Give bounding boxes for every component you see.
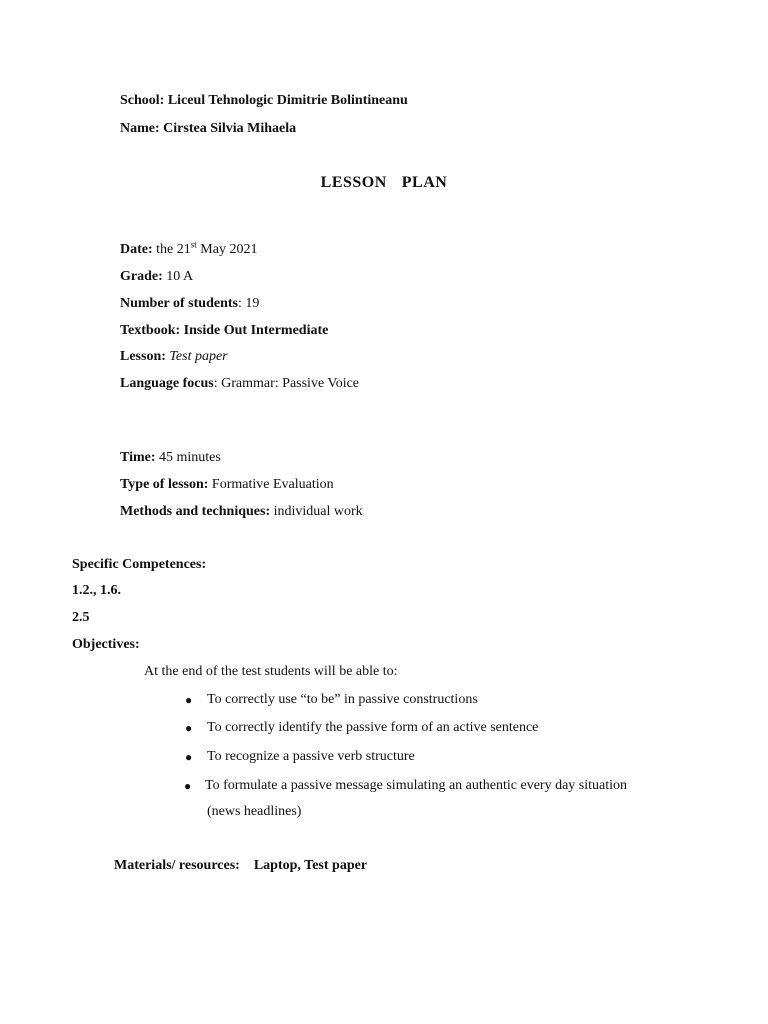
textbook-label: Textbook: [120, 323, 181, 338]
time-label: Time: [120, 450, 156, 465]
language-value: : Grammar: Passive Voice [213, 376, 360, 391]
type-label: Type of lesson: [120, 477, 209, 492]
school-value: Liceul Tehnologic Dimitrie Bolintineanu [167, 93, 408, 108]
date-label: Date: [120, 242, 153, 257]
methods-label: Methods and techniques: [120, 504, 271, 519]
date-line [120, 241, 257, 259]
textbook-value: Inside Out Intermediate [183, 323, 329, 338]
type-value: Formative Evaluation [211, 477, 334, 492]
lesson-label: Lesson: [120, 349, 166, 364]
bullet-icon: ● [185, 693, 193, 707]
competences-line-1: 1.2., 1.6. [72, 583, 121, 598]
date-suffix: May 2021 [200, 242, 258, 257]
language-label: Language focus [120, 376, 214, 391]
competences-line-2: 2.5 [72, 610, 90, 625]
time-line [120, 449, 221, 467]
objectives-intro: At the end of the test students will be able to: [144, 664, 398, 679]
competences-heading: Specific Competences: [72, 557, 207, 572]
grade-value: 10 A [166, 269, 194, 284]
students-label: Number of students [120, 296, 238, 311]
page-title: LESSON PLAN [320, 174, 448, 191]
name-value: Cirstea Silvia Mihaela [163, 121, 297, 136]
type-line [120, 476, 334, 494]
methods-value: individual work [273, 504, 363, 519]
grade-line [120, 268, 193, 286]
bullet-icon: ● [185, 721, 193, 735]
school-line [120, 92, 408, 110]
objective-item-4: To formulate a passive message simulating an authentic every day situation [205, 778, 628, 793]
lesson-value: Test paper [169, 349, 228, 364]
date-sup: st [190, 239, 197, 250]
objectives-heading: Objectives: [72, 637, 140, 652]
objective-item-1: To correctly use “to be” in passive constructions [207, 692, 478, 707]
materials-value: Laptop, Test paper [253, 858, 368, 873]
students-value: : 19 [237, 296, 260, 311]
time-value: 45 minutes [159, 450, 221, 465]
name-label: Name: [120, 121, 160, 136]
objective-item-4-continued: (news headlines) [207, 804, 302, 819]
objective-item-3: To recognize a passive verb structure [207, 749, 415, 764]
bullet-icon: ● [185, 750, 193, 764]
bullet-icon: ● [184, 779, 192, 793]
grade-label: Grade: [120, 269, 163, 284]
materials-line [114, 857, 367, 875]
textbook-line [120, 322, 328, 340]
methods-line [120, 503, 363, 521]
lesson-line [120, 348, 228, 366]
language-line [120, 375, 359, 393]
date-prefix: the 21 [156, 242, 191, 257]
name-line [120, 120, 296, 138]
school-label: School: [120, 93, 165, 108]
students-line [120, 295, 259, 313]
objective-item-2: To correctly identify the passive form of an active sentence [207, 720, 539, 735]
materials-label: Materials/ resources: [114, 858, 240, 873]
